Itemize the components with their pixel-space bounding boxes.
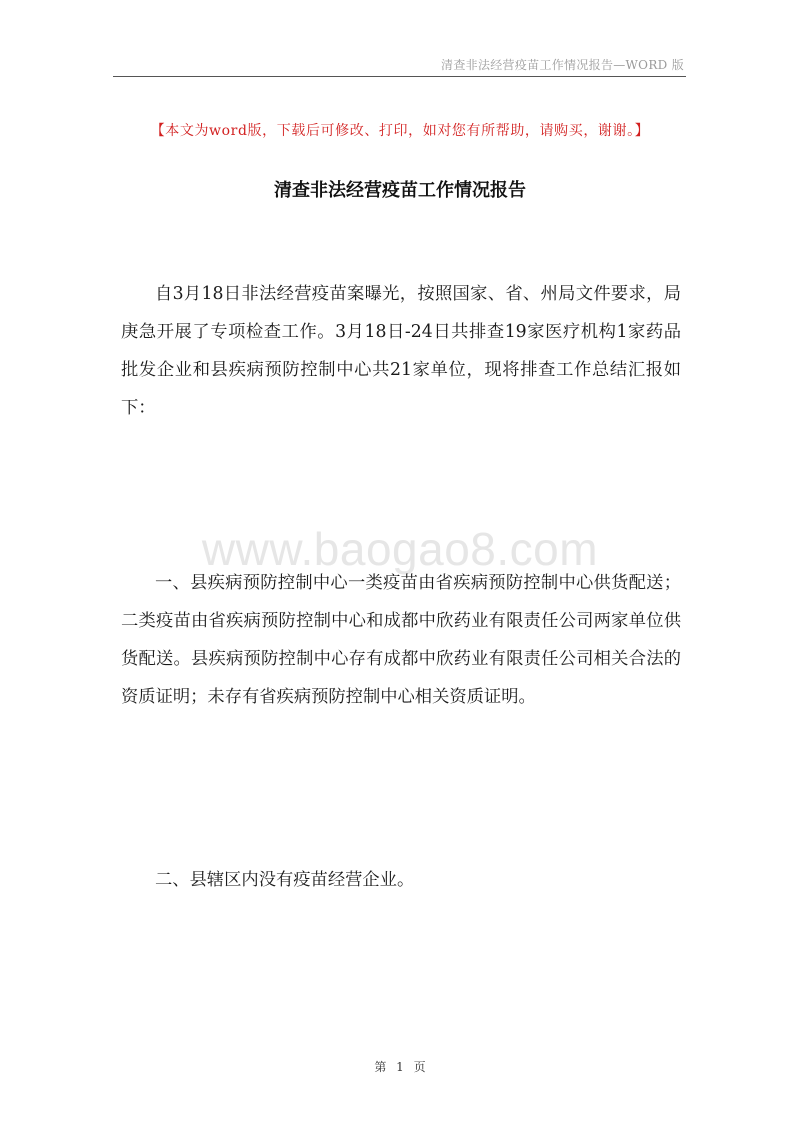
page-footer <box>0 1058 800 1075</box>
paragraph-section-two: 二、县辖区内没有疫苗经营企业。 <box>155 870 415 890</box>
header-divider <box>113 76 686 77</box>
footer-prefix: 第 <box>374 1060 387 1074</box>
paragraph-section-one: 一、县疾病预防控制中心一类疫苗由省疾病预防控制中心供货配送；二类疫苗由省疾病预防控制中心和成都中欣药业有限责任公司两家单位供货配送。县疾病预防控制中心存有成都中欣药业有限责任公司相关合法的资质证明；未存有省疾病预防控制中心相关资质证明。 <box>121 573 681 707</box>
paragraph-intro: 自3月18日非法经营疫苗案曝光，按照国家、省、州局文件要求，局庚急开展了专项检查工作。3月18日-24日共排查19家医疗机构1家药品批发企业和县疾病预防控制中心共21家单位，现将排查工作总结汇报如下： <box>121 284 681 418</box>
page-number: 1 <box>396 1060 404 1074</box>
watermark-text: www.baogao8.com <box>201 523 599 575</box>
footer-suffix: 页 <box>413 1060 426 1074</box>
document-title: 清查非法经营疫苗工作情况报告 <box>274 180 526 201</box>
purchase-notice: 【本文为word版，下载后可修改、打印，如对您有所帮助，请购买，谢谢。】 <box>150 123 650 139</box>
running-header: 清查非法经营疫苗工作情况报告—WORD 版 <box>441 58 684 72</box>
